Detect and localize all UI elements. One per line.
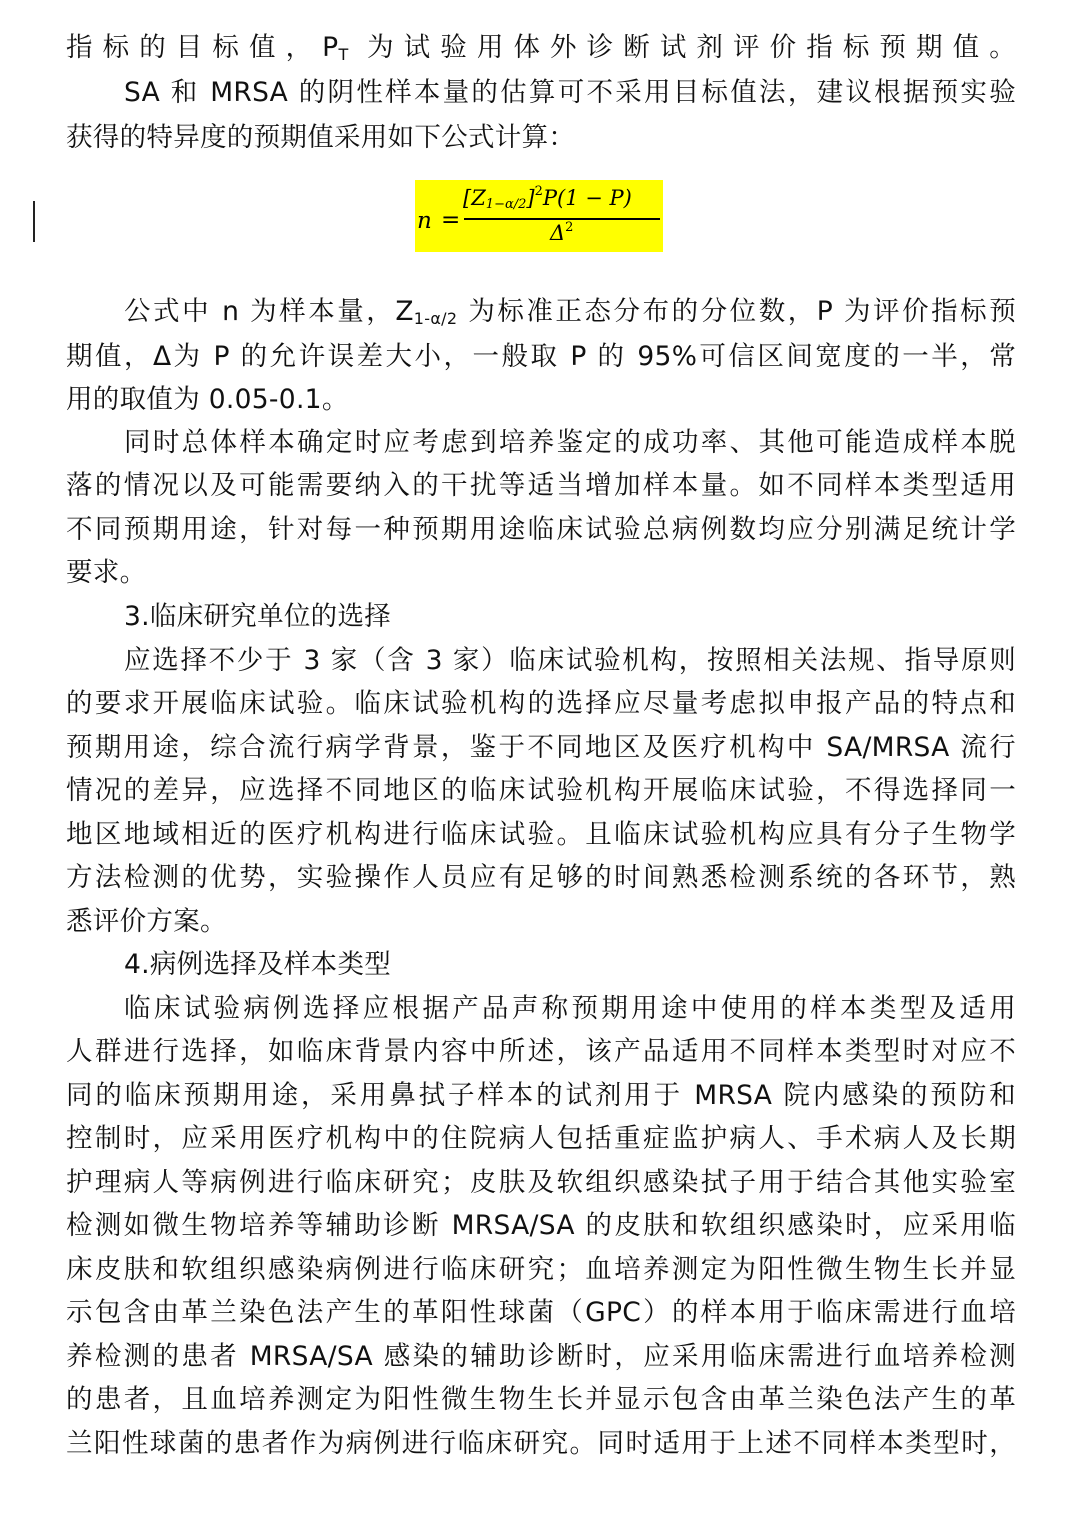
text-line: SA 和 MRSA 的阴性样本量的估算可不采用目标值法，建议根据预实验 — [124, 77, 1016, 108]
text-line: 用的取值为 0.05-0.1。 — [66, 384, 349, 415]
text-line: 公式中 n 为样本量，$Z_{1-\alpha/2}$ 为标准正态分布的分位数，P 为评价指标预 — [124, 296, 1016, 328]
text-line: 情况的差异，应选择不同地区的临床试验机构开展临床试验，不得选择同一 — [66, 775, 1016, 806]
formula-numerator: $[Z_{1-\alpha/2}]^2P(1 - P)$ — [463, 184, 632, 212]
formula-lhs: n — [417, 208, 432, 234]
text-line: 地区地域相近的医疗机构进行临床试验。且临床试验机构应具有分子生物学 — [66, 819, 1016, 850]
text-line: 人群进行选择，如临床背景内容中所述，该产品适用不同样本类型时对应不 — [66, 1036, 1016, 1067]
text-line: 不同预期用途，针对每一种预期用途临床试验总病例数均应分别满足统计学 — [66, 514, 1016, 545]
text-line: 的患者，且血培养测定为阳性微生物生长并显示包含由革兰染色法产生的革 — [66, 1384, 1016, 1415]
text-line: 控制时，应采用医疗机构中的住院病人包括重症监护病人、手术病人及长期 — [66, 1123, 1016, 1154]
formula-denominator: $\Delta^2$ — [550, 220, 574, 245]
text-line: 临床试验病例选择应根据产品声称预期用途中使用的样本类型及适用 — [124, 993, 1016, 1024]
text-line: 养检测的患者 MRSA/SA 感染的辅助诊断时，应采用临床需进行血培养检测 — [66, 1341, 1016, 1372]
text-cursor — [33, 201, 35, 242]
text-line: 期值，Δ为 P 的允许误差大小，一般取 P 的 95%可信区间宽度的一半，常 — [66, 341, 1016, 372]
text-line: 指标的目标值，$P_T$ 为试验用体外诊断试剂评价指标预期值。 — [66, 32, 1017, 64]
sample-size-formula — [415, 180, 663, 252]
text-line: 应选择不少于 3 家（含 3 家）临床试验机构，按照相关法规、指导原则 — [124, 645, 1016, 676]
text-line: 床皮肤和软组织感染病例进行临床研究；血培养测定为阳性微生物生长并显 — [66, 1254, 1016, 1285]
text-line: 的要求开展临床试验。临床试验机构的选择应尽量考虑拟申报产品的特点和 — [66, 688, 1016, 719]
text-line: 同的临床预期用途，采用鼻拭子样本的试剂用于 MRSA 院内感染的预防和 — [66, 1080, 1016, 1111]
text-line: 悉评价方案。 — [66, 906, 227, 937]
text-line: 落的情况以及可能需要纳入的干扰等适当增加样本量。如不同样本类型适用 — [66, 470, 1016, 501]
text-line: 检测如微生物培养等辅助诊断 MRSA/SA 的皮肤和软组织感染时，应采用临 — [66, 1210, 1016, 1241]
text-line: 方法检测的优势，实验操作人员应有足够的时间熟悉检测系统的各环节，熟 — [66, 862, 1016, 893]
text-line: 护理病人等病例进行临床研究；皮肤及软组织感染拭子用于结合其他实验室 — [66, 1167, 1016, 1198]
text-line: 要求。 — [66, 557, 147, 588]
text-line: 预期用途，综合流行病学背景，鉴于不同地区及医疗机构中 SA/MRSA 流行 — [66, 732, 1016, 763]
text-line: 同时总体样本确定时应考虑到培养鉴定的成功率、其他可能造成样本脱 — [124, 427, 1016, 458]
fraction-bar — [464, 218, 660, 220]
formula-equals: = — [441, 207, 461, 233]
section-heading: 3.临床研究单位的选择 — [124, 601, 392, 632]
section-heading: 4.病例选择及样本类型 — [124, 949, 392, 980]
text-line: 兰阳性球菌的患者作为病例进行临床研究。同时适用于上述不同样本类型时， — [66, 1428, 1016, 1459]
text-line: 示包含由革兰染色法产生的革阳性球菌（GPC）的样本用于临床需进行血培 — [66, 1297, 1016, 1328]
text-line: 获得的特异度的预期值采用如下公式计算： — [66, 122, 576, 153]
